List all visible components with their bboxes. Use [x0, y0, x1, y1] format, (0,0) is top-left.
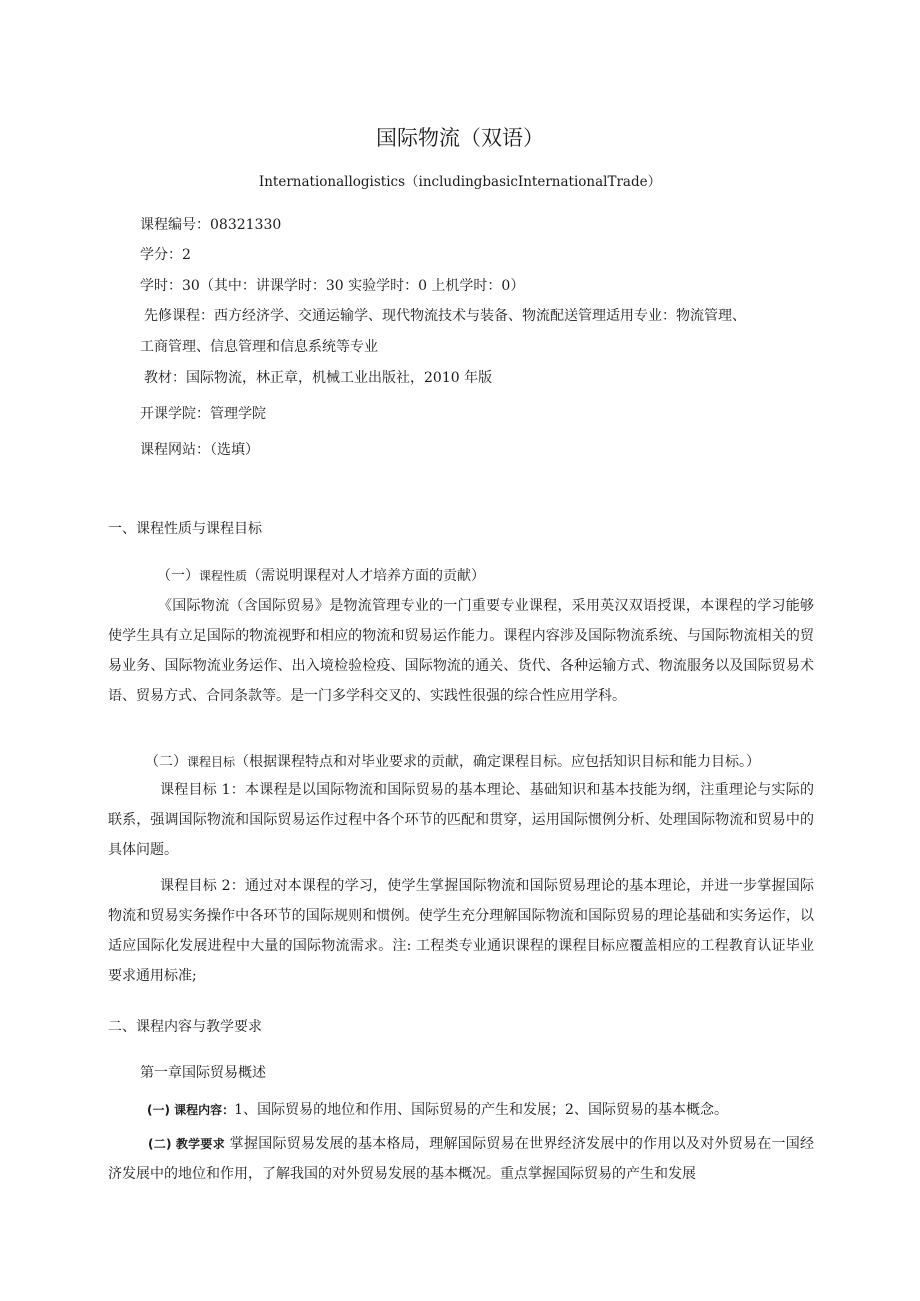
prerequisites-line-1: 先修课程：西方经济学、交通运输学、现代物流技术与装备、物流配送管理适用专业：物流管理、 — [144, 308, 746, 324]
course-goals-note: （根据课程特点和对毕业要求的贡献，确定课程目标。应包括知识目标和能力目标。） — [235, 754, 761, 770]
chapter-1-content — [147, 1099, 728, 1119]
page-title: 国际物流（双语） — [376, 126, 544, 150]
chapter-1-requirements — [108, 1129, 814, 1189]
prerequisites-line-2: 工商管理、信息管理和信息系统等专业 — [140, 339, 378, 355]
section-2-heading: 二、课程内容与教学要求 — [108, 1019, 262, 1035]
course-goals-prefix: （二） — [145, 754, 187, 770]
course-code: 课程编号：08321330 — [140, 217, 282, 233]
course-nature-label: 课程性质 — [199, 569, 248, 583]
offering-school: 开课学院：管理学院 — [140, 406, 266, 422]
chapter-1-requirements-text: 掌握国际贸易发展的基本格局，理解国际贸易在世界经济发展中的作用以及对外贸易在一国经济发展中的地位和作用，了解我国的对外贸易发展的基本概况。重点掌握国际贸易的产生和发展 — [108, 1136, 815, 1182]
course-credit: 学分：2 — [140, 247, 191, 263]
chapter-1-title: 第一章国际贸易概述 — [140, 1065, 266, 1081]
course-nature-prefix: （一） — [157, 568, 199, 584]
course-goals-label: 课程目标 — [187, 755, 236, 769]
page-subtitle: Internationallogistics（includingbasicInternationalTrade） — [258, 174, 662, 190]
course-goal-1: 课程目标 1：本课程是以国际物流和国际贸易的基本理论、基础知识和基本技能为纲，注重理论与实际的联系，强调国际物流和国际贸易运作过程中各个环节的匹配和贯穿，运用国际惯例分析、处理国际物流和贸易中的具体问题。 — [108, 782, 814, 858]
course-nature-text: 《国际物流（含国际贸易》是物流管理专业的一门重要专业课程，采用英汉双语授课，本课程的学习能够使学生具有立足国际的物流视野和相应的物流和贸易运作能力。课程内容涉及国际物流系统、与国际物流相关的贸易业务、国际物流业务运作、出入境检验检疫、国际物流的通关、货代、各种运输方式、物流服务以及国际贸易术语、贸易方式、合同条款等。是一门多学科交叉的、实践性很强的综合性应用学科。 — [108, 598, 814, 704]
course-hours: 学时：30（其中：讲课学时：30 实验学时：0 上机学时：0） — [140, 278, 525, 294]
course-nature-heading — [157, 565, 485, 585]
chapter-1-requirements-label: (二) 教学要求 — [148, 1137, 225, 1151]
section-1-heading: 一、课程性质与课程目标 — [108, 521, 262, 537]
chapter-1-content-label: (一) 课程内容： — [147, 1103, 235, 1117]
course-goals-heading — [145, 751, 760, 771]
textbook: 教材：国际物流，林正章，机械工业出版社，2010 年版 — [144, 370, 493, 386]
course-website: 课程网站：（选填） — [140, 442, 259, 458]
course-goal-2: 课程目标 2：通过对本课程的学习，使学生掌握国际物流和国际贸易理论的基本理论，并进一步掌握国际物流和贸易实务操作中各环节的国际规则和惯例。使学生充分理解国际物流和国际贸易的理论基础和实务运作，以适应国际化发展进程中大量的国际物流需求。注: 工程类专业通识课程的课程目标应覆盖相应的工程教育认证毕业要求通用标准; — [108, 878, 814, 984]
course-nature-note: （需说明课程对人才培养方面的贡献） — [247, 568, 486, 584]
chapter-1-content-text: 1、国际贸易的地位和作用、国际贸易的产生和发展；2、国际贸易的基本概念。 — [234, 1102, 728, 1118]
